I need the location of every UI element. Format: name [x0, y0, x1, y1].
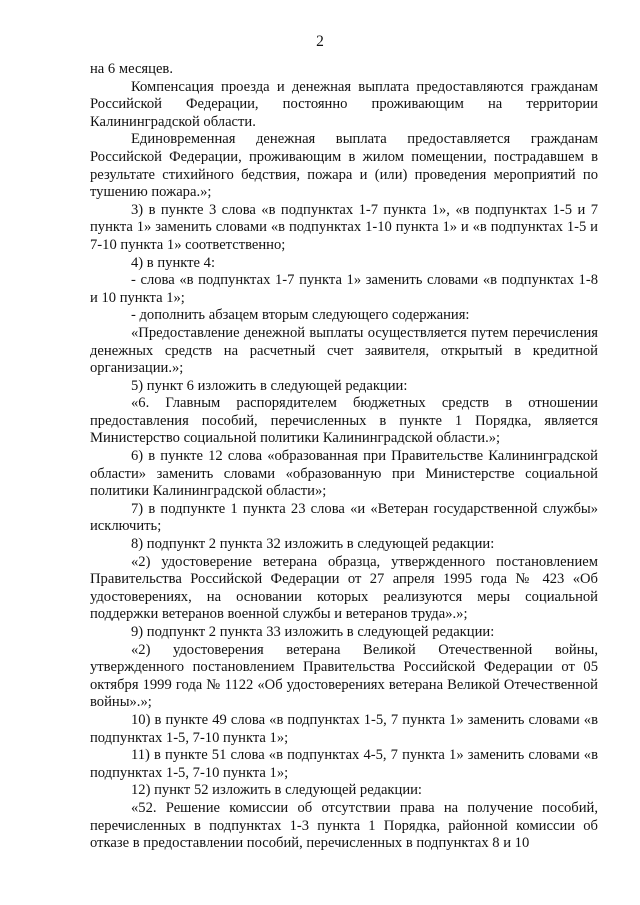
document-body — [90, 61, 598, 853]
paragraph: 9) подпункт 2 пункта 33 изложить в следующей редакции: — [131, 624, 495, 640]
paragraph: «52. Решение комиссии об отсутствии права на получение пособий, перечисленных в подпунктах 1-3 пункта 1 Порядка, районной комиссии об отказе в предоставлении пособий, перечисленных в подпунктах 8 и 10 — [90, 799, 598, 852]
paragraph: Компенсация проезда и денежная выплата предоставляются гражданам Российской Федерации, постоянно проживающим на территории Калининградской области. — [90, 78, 598, 130]
paragraph: 10) в пункте 49 слова «в подпунктах 1-5, 7 пункта 1» заменить словами «в подпунктах 1-5, 7-10 пункта 1»; — [90, 711, 598, 746]
paragraph: 3) в пункте 3 слова «в подпунктах 1-7 пункта 1», «в подпунктах 1-5 и 7 пункта 1» заменить словами «в подпунктах 1-10 пункта 1» и «в подпунктах 1-5 и 7-10 пункта 1» соответственно; — [90, 201, 598, 253]
paragraph: 6) в пункте 12 слова «образованная при Правительстве Калининградской области» заменить словами «образованную при Министерстве социальной политики Калининградской области»; — [90, 448, 598, 500]
paragraph: 7) в подпункте 1 пункта 23 слова «и «Ветеран государственной службы» исключить; — [90, 500, 598, 535]
paragraph: 5) пункт 6 изложить в следующей редакции: — [131, 377, 408, 394]
paragraph: Единовременная денежная выплата предоставляется гражданам Российской Федерации, проживающим в жилом помещении, пострадавшем в результате стихийного бедствия, пожара и (или) проведения мероприятий по тушению пожара.»; — [90, 131, 598, 201]
paragraph: 4) в пункте 4: — [131, 254, 216, 271]
paragraph: «2) удостоверения ветерана Великой Отечественной войны, утвержденного постановлением Правительства Российской Федерации от 05 октября 1999 года № 1122 «Об удостоверениях ветерана Великой Отечественной войны».»; — [90, 641, 598, 711]
paragraph: «6. Главным распорядителем бюджетных средств в отношении предоставления пособий, перечисленных в пункте 1 Порядка, является Министерство социальной политики Калининградской области.»; — [90, 395, 598, 447]
paragraph: 8) подпункт 2 пункта 32 изложить в следующей редакции: — [131, 536, 495, 553]
paragraph: 12) пункт 52 изложить в следующей редакции: — [131, 782, 422, 799]
paragraph: - слова «в подпунктах 1-7 пункта 1» заменить словами «в подпунктах 1-8 и 10 пункта 1»; — [90, 272, 598, 306]
paragraph: «Предоставление денежной выплаты осуществляется путем перечисления денежных средств на расчетный счет заявителя, открытый в кредитной организации.»; — [90, 324, 598, 377]
paragraph: 11) в пункте 51 слова «в подпунктах 4-5, 7 пункта 1» заменить словами «в подпунктах 1-5, 7-10 пункта 1»; — [90, 747, 598, 781]
paragraph: «2) удостоверение ветерана образца, утвержденного постановлением Правительства Российской Федерации от 27 апреля 1995 года № 423 «Об удостоверениях, на основании которых реализуются меры социальной поддержки ветеранов военной службы и ветеранов труда».»; — [90, 553, 598, 623]
paragraph: - дополнить абзацем вторым следующего содержания: — [131, 307, 470, 324]
page-number: 2 — [316, 33, 324, 50]
paragraph: на 6 месяцев. — [90, 61, 173, 77]
